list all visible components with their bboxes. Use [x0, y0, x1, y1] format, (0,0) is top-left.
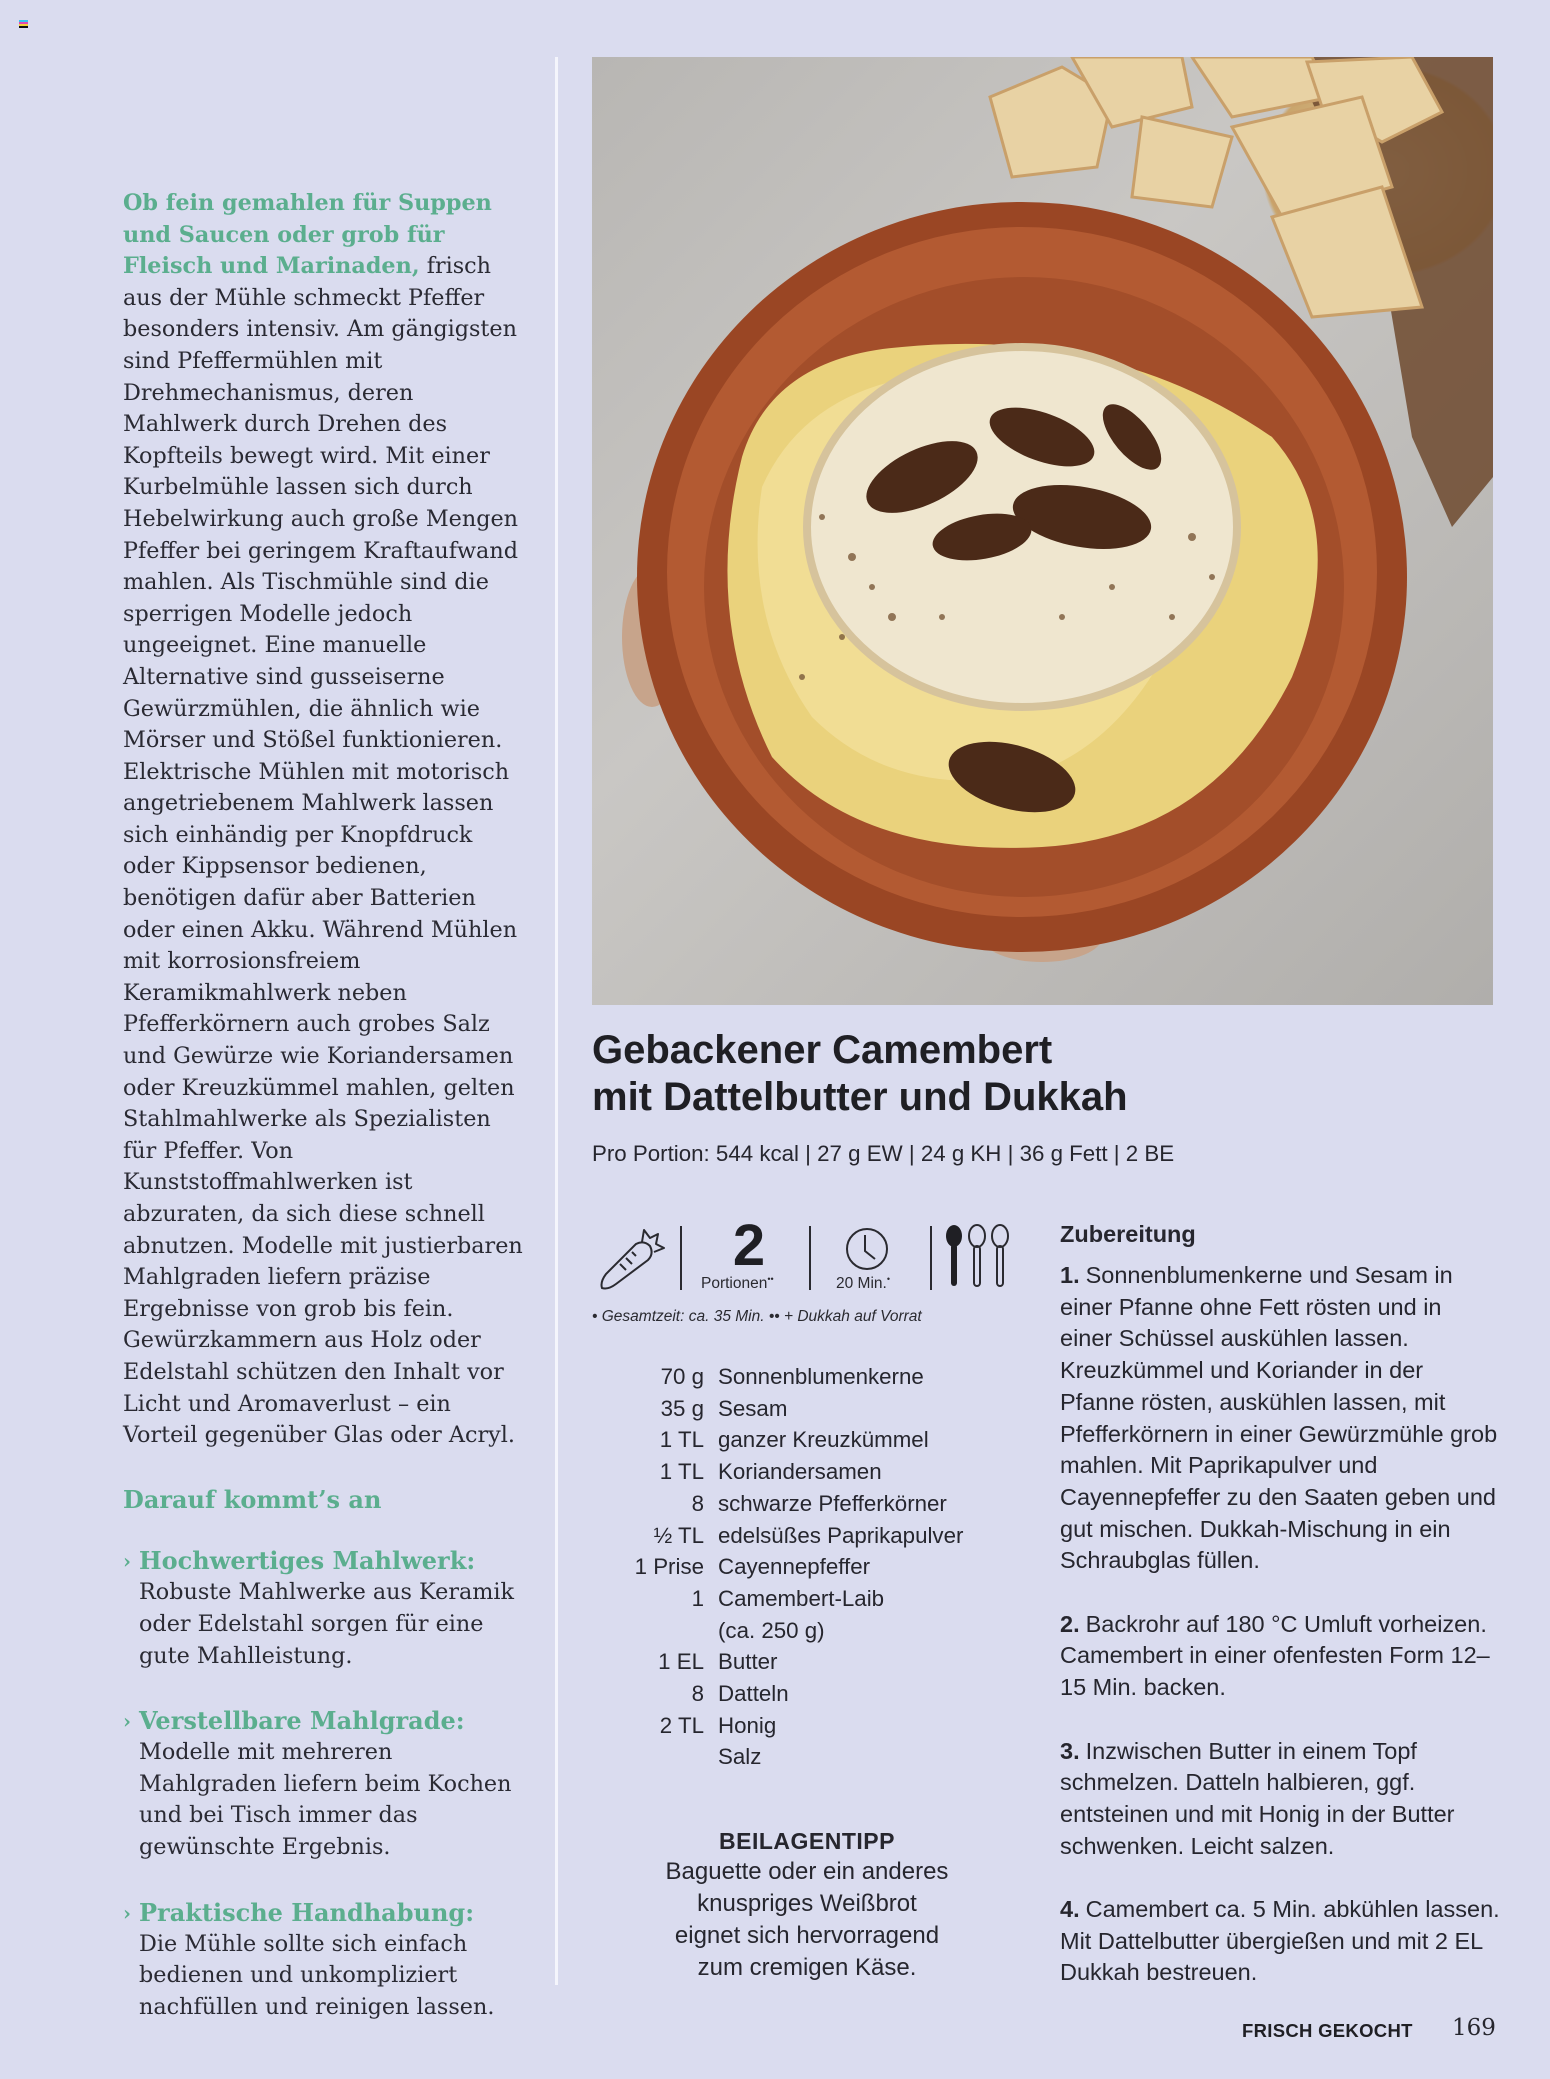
ingredient-row	[592, 1520, 1052, 1552]
section-heading: Darauf kommt’s an	[123, 1484, 382, 1514]
clock-icon	[845, 1227, 889, 1271]
preparation-step	[1060, 1894, 1500, 1989]
portions-count: 2	[732, 1213, 766, 1278]
page-number: 169	[1452, 2015, 1496, 2041]
ingredient-quantity: ½ TL	[653, 1522, 704, 1548]
time-footnote-mark: •	[886, 1274, 890, 1284]
ingredient-name: ganzer Kreuzkümmel	[718, 1427, 929, 1453]
ingredient-quantity: 35 g	[660, 1395, 704, 1421]
carrot-icon	[596, 1226, 666, 1292]
article-column	[123, 188, 523, 2056]
tip-title: Verstellbare Mahlgrade:	[139, 1706, 465, 1736]
side-tip-line: Baguette oder ein anderes	[665, 1858, 949, 1885]
chevron-right-icon: ›	[123, 1709, 131, 1734]
ingredient-quantity: 70 g	[660, 1364, 704, 1389]
article-intro	[123, 188, 523, 1452]
ingredient-name: Koriandersamen	[718, 1459, 882, 1485]
recipe-title	[592, 1027, 1492, 1121]
portions-label-text: Portionen	[701, 1275, 768, 1293]
tip-title: Praktische Handhabung:	[139, 1897, 475, 1927]
ingredient-name: edelsüßes Paprikapulver	[718, 1522, 964, 1548]
chevron-right-icon: ›	[123, 1900, 131, 1925]
side-tip-body	[592, 1856, 1022, 1984]
ingredient-name: (ca. 250 g)	[718, 1617, 825, 1643]
tip-body: Robuste Mahlwerke aus Keramik oder Edelstahl sorgen für eine gute Mahlleistung.	[139, 1579, 515, 1669]
side-dish-tip	[592, 1826, 1022, 1984]
ingredient-quantity: 8	[691, 1490, 704, 1516]
ingredient-quantity: 1 TL	[659, 1459, 704, 1485]
chevron-right-icon: ›	[123, 1549, 131, 1574]
portions-label	[701, 1274, 774, 1293]
nutrition-info: Pro Portion: 544 kcal | 27 g EW | 24 g KH | 36 g Fett | 2 BE	[592, 1141, 1175, 1166]
ingredient-name: Sesam	[718, 1395, 788, 1421]
preparation-step	[1060, 1260, 1500, 1577]
info-footnote: • Gesamtzeit: ca. 35 Min. •• + Dukkah auf Vorrat	[592, 1308, 922, 1325]
step-text: Inzwischen Butter in einem Topf schmelzen. Datteln halbieren, ggf. entsteinen und mit Honig in der Butter schwenken. Leicht salzen.	[1060, 1737, 1455, 1859]
ingredient-quantity: 8	[691, 1681, 704, 1707]
step-number: 4.	[1060, 1896, 1080, 1923]
ingredient-quantity: 1	[691, 1585, 704, 1611]
tip-title: Hochwertiges Mahlwerk:	[139, 1546, 476, 1576]
tip-body: Die Mühle sollte sich einfach bedienen und unkompliziert nachfüllen und reinigen lassen.	[139, 1930, 495, 2020]
separator	[680, 1226, 682, 1290]
recipe-info-row	[596, 1213, 1016, 1293]
separator	[930, 1226, 932, 1290]
side-tip-line: zum cremigen Käse.	[697, 1954, 917, 1981]
ingredient-row	[592, 1393, 1052, 1425]
ingredient-name: Datteln	[718, 1681, 789, 1707]
time-label	[836, 1274, 890, 1293]
portions-footnote-mark: ••	[767, 1274, 774, 1284]
ingredient-name: Butter	[718, 1649, 778, 1675]
side-tip-line: eignet sich hervorragend	[674, 1922, 940, 1949]
preparation-heading: Zubereitung	[1060, 1221, 1196, 1247]
ingredient-row	[592, 1710, 1052, 1742]
ingredient-quantity: 1 Prise	[634, 1554, 704, 1580]
preparation-step	[1060, 1736, 1500, 1863]
column-divider	[555, 57, 558, 1985]
tip-item	[123, 1897, 523, 2024]
ingredient-list	[592, 1361, 1052, 1773]
print-registration-mark	[19, 20, 28, 28]
ingredient-quantity: 2 TL	[659, 1712, 704, 1738]
ingredient-quantity	[592, 1615, 718, 1647]
step-text: Sonnenblumenkerne und Sesam in einer Pfanne ohne Fett rösten und in einer Schüssel auskühlen lassen. Kreuzkümmel und Koriander in der Pfanne rösten, auskühlen lassen, mit Pfefferkörnern in einer Gewürzmühle grob mahlen. Mit Paprikapulver und Cayennepfeffer zu den Saaten geben und gut mischen. Dukkah-Mischung in ein Schraubglas füllen.	[1060, 1262, 1498, 1574]
recipe-title-line-1: Gebackener Camembert	[592, 1028, 1053, 1072]
step-text: Camembert ca. 5 Min. abkühlen lassen. Mit Dattelbutter übergießen und mit 2 EL Dukkah bestreuen.	[1060, 1896, 1500, 1986]
tip-item	[123, 1545, 523, 1672]
ingredient-row	[592, 1646, 1052, 1678]
time-label-text: 20 Min.	[836, 1275, 887, 1293]
side-tip-title: BEILAGENTIPP	[719, 1828, 895, 1854]
preparation-step	[1060, 1609, 1500, 1704]
ingredient-row	[592, 1615, 1052, 1647]
step-text: Backrohr auf 180 °C Umluft vorheizen. Camembert in einer ofenfesten Form 12–15 Min. backen.	[1060, 1610, 1490, 1701]
ingredient-name: Sonnenblumenkerne	[718, 1364, 924, 1389]
ingredient-row	[592, 1678, 1052, 1710]
step-number: 1.	[1060, 1262, 1080, 1288]
step-number: 3.	[1060, 1737, 1080, 1764]
page-footer	[1242, 2015, 1496, 2042]
print-mark-black	[19, 26, 28, 28]
ingredient-row	[592, 1456, 1052, 1488]
difficulty-spoons-icon	[944, 1224, 1016, 1290]
ingredient-quantity: 1 EL	[658, 1649, 704, 1675]
separator	[809, 1226, 811, 1290]
tip-body: Modelle mit mehreren Mahlgraden liefern beim Kochen und bei Tisch immer das gewünschte Ergebnis.	[139, 1739, 512, 1860]
article-body: frisch aus der Mühle schmeckt Pfeffer besonders intensiv. Am gängigsten sind Pfeffermühlen mit Drehmechanismus, deren Mahlwerk durch Drehen des Kopfteils bewegt wird. Mit einer Kurbelmühle lassen sich durch Hebelwirkung auch große Mengen Pfeffer bei geringem Kraftaufwand mahlen. Als Tischmühle sind die sperrigen Modelle jedoch ungeeignet. Eine manuelle Alternative sind gusseiserne Gewürzmühlen, die ähnlich wie Mörser und Stößel funktionieren. Elektrische Mühlen mit motorisch angetriebenem Mahlwerk lassen sich einhändig per Knopfdruck oder Kippsensor bedienen, benötigen dafür aber Batterien oder einen Akku. Während Mühlen mit korrosionsfreiem Keramikmahlwerk neben Pfefferkörnern auch grobes Salz und Gewürze wie Koriandersamen oder Kreuzkümmel mahlen, gelten Stahlmahlwerke als Spezialisten für Pfeffer. Von Kunststoffmahlwerken ist abzuraten, da sich diese schnell abnutzen. Modelle mit justierbaren Mahlgraden liefern präzise Ergebnisse von grob bis fein. Gewürzkammern aus Holz oder Edelstahl schützen den Inhalt vor Licht und Aromaverlust – ein Vorteil gegenüber Glas oder Acryl.	[123, 253, 523, 1449]
side-tip-line: knuspriges Weißbrot	[697, 1890, 917, 1917]
preparation-section	[1060, 1218, 1500, 2021]
ingredient-name: Camembert-Laib	[718, 1585, 885, 1611]
ingredient-row	[592, 1424, 1052, 1456]
food-illustration	[592, 57, 1493, 1005]
ingredient-row	[592, 1741, 1052, 1773]
tip-item	[123, 1705, 523, 1863]
ingredient-quantity: 1 TL	[659, 1427, 704, 1453]
ingredient-row	[592, 1488, 1052, 1520]
ingredient-name: Salz	[718, 1744, 762, 1770]
ingredient-name: Honig	[718, 1712, 777, 1738]
ingredient-name: schwarze Pfefferkörner	[718, 1490, 947, 1516]
ingredient-row	[592, 1551, 1052, 1583]
recipe-photo	[592, 57, 1493, 1005]
ingredient-quantity	[592, 1741, 718, 1773]
ingredient-row	[592, 1583, 1052, 1615]
article-lead: Ob fein gemahlen für Suppen und Saucen oder grob für Fleisch und Marinaden,	[123, 190, 492, 280]
section-name: FRISCH GEKOCHT	[1242, 2020, 1413, 2041]
ingredient-name: Cayennepfeffer	[718, 1554, 871, 1580]
photo-caption	[817, 984, 1267, 997]
step-number: 2.	[1060, 1610, 1080, 1637]
recipe-title-line-2: mit Dattelbutter und Dukkah	[592, 1075, 1128, 1119]
ingredient-row	[592, 1361, 1052, 1393]
